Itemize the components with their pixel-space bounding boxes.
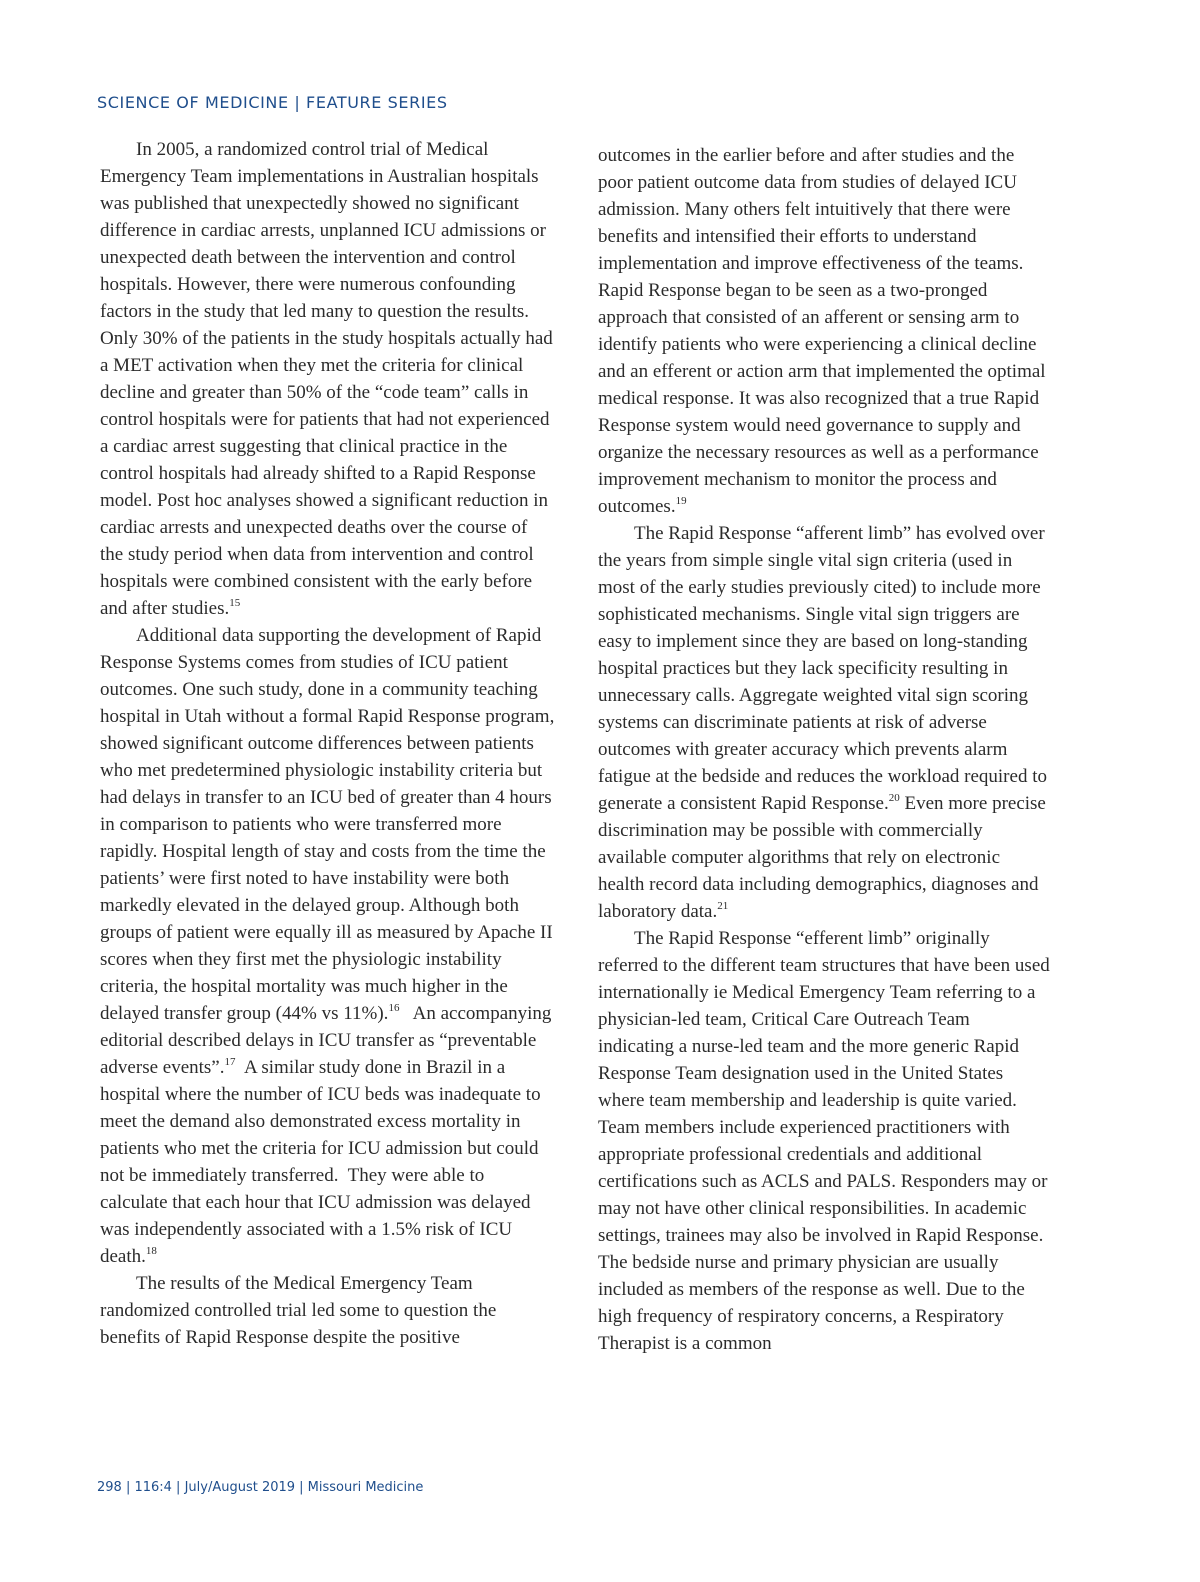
left-column	[100, 136, 555, 1351]
paragraph-text: The Rapid Response “efferent limb” originally referred to the different team structures that have been used internationally ie Medical Emergency Team referring to a physician-led team, Critical Care Outreach Team indicating a nurse-led team and the more generic Rapid Response Team designation used in the United States where team membership and leadership is quite varied. Team members include experienced practitioners with appropriate professional credentials and additional certifications such as ACLS and PALS. Responders may or may not have other clinical responsibilities. In academic settings, trainees may also be involved in Rapid Response. The bedside nurse and primary physician are usually included as members of the response as well. Due to the high frequency of respiratory concerns, a Respiratory Therapist is a common	[598, 928, 1050, 1354]
paragraph-text: An accompanying editorial described delays in ICU transfer as “preventable adverse events”.	[100, 1003, 557, 1078]
reference-superscript: 16	[388, 1002, 400, 1014]
paragraph-text: The Rapid Response “afferent limb” has evolved over the years from simple single vital sign criteria (used in most of the early studies previously cited) to include more sophisticated mechanisms. Single vital sign triggers are easy to implement since they are based on long-standing hospital practices but they lack specificity resulting in unnecessary calls. Aggregate weighted vital sign scoring systems can discriminate patients at risk of adverse outcomes with greater accuracy which prevents alarm fatigue at the bedside and reduces the workload required to generate a consistent Rapid Response.	[598, 523, 1047, 814]
paragraph-text: In 2005, a randomized control trial of Medical Emergency Team implementations in Australian hospitals was published that unexpectedly showed no significant difference in cardiac arrests, unplanned ICU admissions or unexpected death between the intervention and control hospitals. However, there were numerous confounding factors in the study that led many to question the results. Only 30% of the patients in the study hospitals actually had a MET activation when they met the criteria for clinical decline and greater than 50% of the “code team” calls in control hospitals were for patients that had not experienced a cardiac arrest suggesting that clinical practice in the control hospitals had already shifted to a Rapid Response model. Post hoc analyses showed a significant reduction in cardiac arrests and unexpected deaths over the course of the study period when data from intervention and control hospitals were combined consistent with the early before and after studies.	[100, 139, 553, 619]
page-footer: 298 | 116:4 | July/August 2019 | Missouri Medicine	[97, 1480, 424, 1495]
paragraph	[100, 136, 555, 622]
running-header: SCIENCE OF MEDICINE | FEATURE SERIES	[97, 93, 448, 112]
right-column	[598, 142, 1050, 1357]
reference-superscript: 19	[675, 495, 687, 507]
reference-superscript: 17	[224, 1056, 236, 1068]
reference-superscript: 18	[145, 1245, 157, 1257]
paragraph	[100, 622, 555, 1270]
paragraph	[598, 142, 1050, 520]
reference-superscript: 21	[717, 900, 729, 912]
paragraph	[598, 925, 1050, 1357]
paragraph	[598, 520, 1050, 925]
reference-superscript: 20	[888, 792, 900, 804]
paragraph-text: Even more precise discrimination may be possible with commercially available computer algorithms that rely on electronic health record data including demographics, diagnoses and laboratory data.	[598, 793, 1051, 922]
reference-superscript: 15	[229, 597, 241, 609]
paragraph-text: The results of the Medical Emergency Team randomized controlled trial led some to question the benefits of Rapid Response despite the positive	[100, 1273, 497, 1348]
paragraph-text: outcomes in the earlier before and after studies and the poor patient outcome data from studies of delayed ICU admission. Many others felt intuitively that there were benefits and intensified their efforts to understand implementation and improve effectiveness of the teams. Rapid Response began to be seen as a two-pronged approach that consisted of an afferent or sensing arm to identify patients who were experiencing a clinical decline and an efferent or action arm that implemented the optimal medical response. It was also recognized that a true Rapid Response system would need governance to supply and organize the necessary resources as well as a performance improvement mechanism to monitor the process and outcomes.	[598, 145, 1046, 517]
paragraph-text: A similar study done in Brazil in a hospital where the number of ICU beds was inadequate to meet the demand also demonstrated excess mortality in patients who met the criteria for ICU admission but could not be immediately transferred. They were able to calculate that each hour that ICU admission was delayed was independently associated with a 1.5% risk of ICU death.	[100, 1057, 546, 1267]
paragraph	[100, 1270, 555, 1351]
paragraph-text: Additional data supporting the development of Rapid Response Systems comes from studies of ICU patient outcomes. One such study, done in a community teaching hospital in Utah without a formal Rapid Response program, showed significant outcome differences between patients who met predetermined physiologic instability criteria but had delays in transfer to an ICU bed of greater than 4 hours in comparison to patients who were transferred more rapidly. Hospital length of stay and costs from the time the patients’ were first noted to have instability were both markedly elevated in the delayed group. Although both groups of patient were equally ill as measured by Apache II scores when they first met the physiologic instability criteria, the hospital mortality was much higher in the delayed transfer group (44% vs 11%).	[100, 625, 555, 1024]
